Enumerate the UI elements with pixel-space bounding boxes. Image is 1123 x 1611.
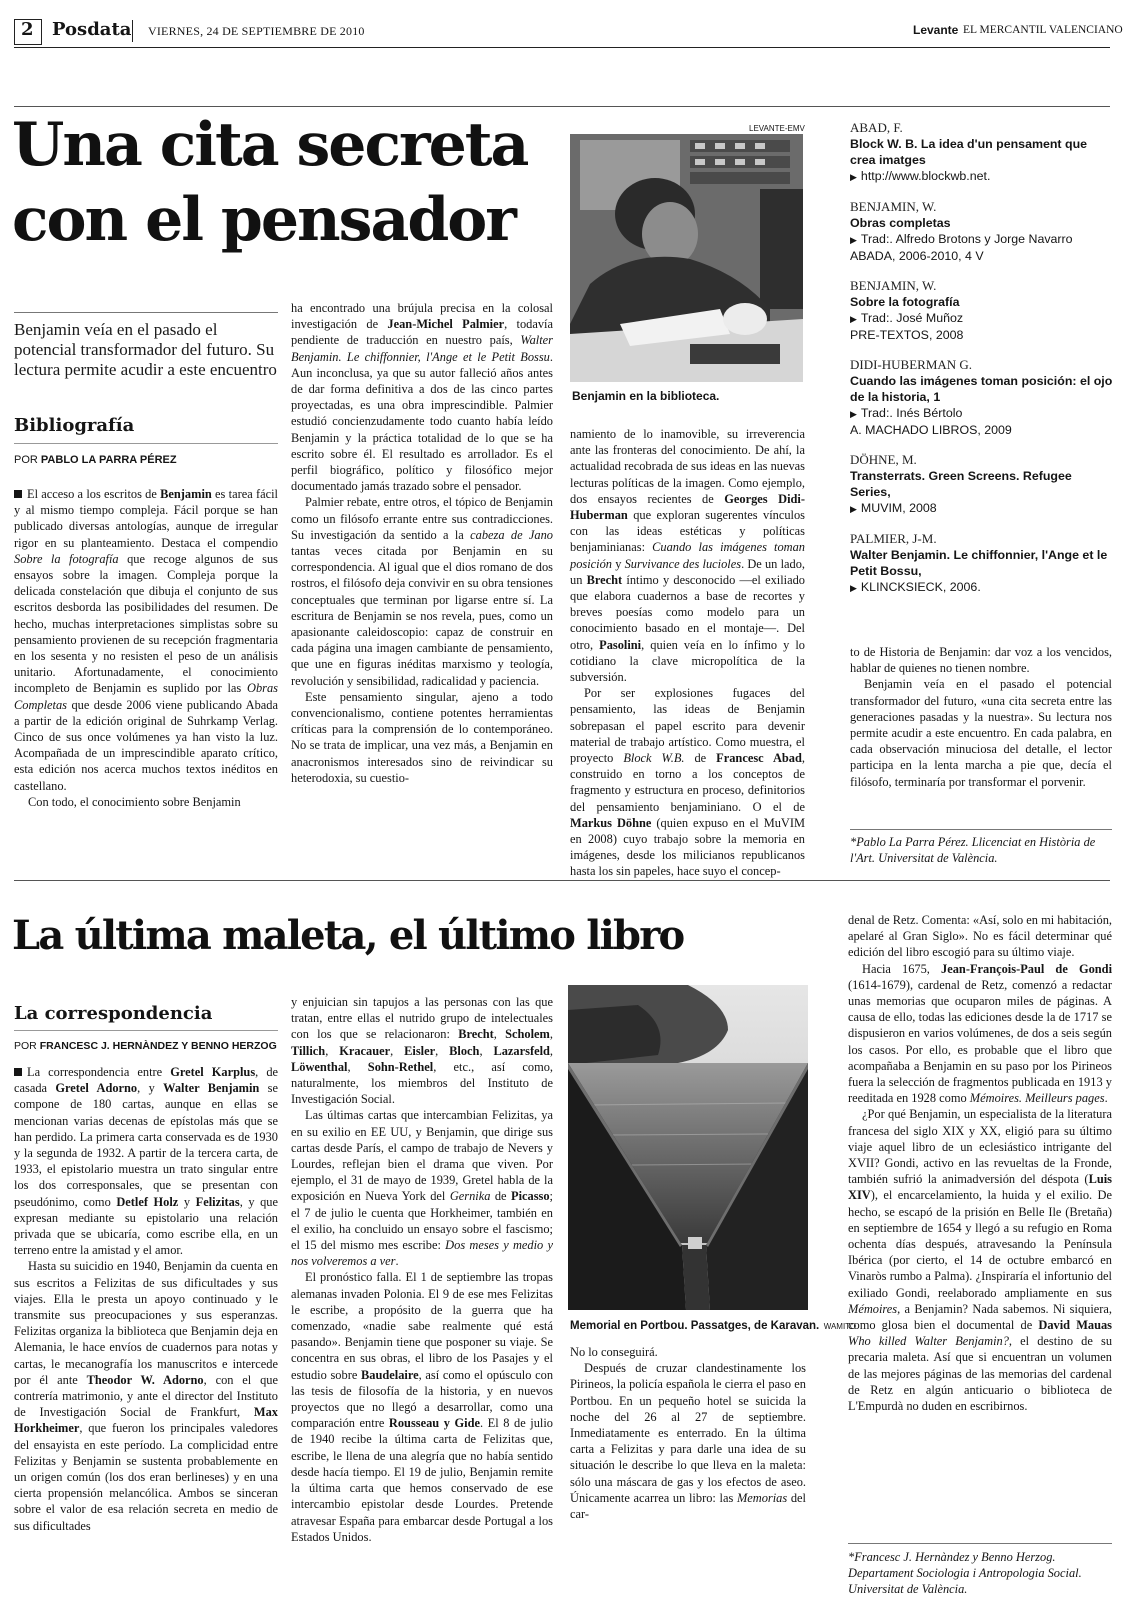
bib-detail: ▶ Trad:. Alfredo Brotons y Jorge Navarro xyxy=(850,231,1115,248)
bib-author: BENJAMIN, W. xyxy=(850,199,937,214)
library-photo-icon xyxy=(570,134,803,382)
bib-detail: ▶ Trad:. Inés Bértolo xyxy=(850,405,1115,422)
footnote-authors: *Francesc J. Hernàndez y Benno Herzog. xyxy=(848,1550,1056,1564)
bib-title: Walter Benjamin. Le chiffonnier, l'Ange et le Petit Bossu, xyxy=(850,548,1108,578)
article2-headline: La última maleta, el último libro xyxy=(12,912,684,959)
bib-title: Block W. B. La idea d'un pensament que crea imatges xyxy=(850,137,1088,167)
bib-detail: ▶ MUVIM, 2008 xyxy=(850,500,1115,517)
bib-entry xyxy=(850,278,1115,343)
bib-publisher: A. MACHADO LIBROS, 2009 xyxy=(850,423,1012,437)
brand-subtitle: EL MERCANTIL VALENCIANO xyxy=(963,24,1123,36)
article1-column-3: namiento de lo inamovible, su irreverencia ante las fronteras del conocimiento. De ahí, la actualidad recobrada de sus ideas en las nuevas lecturas políticas de la imagen. Como ejemplo, dos ensayos recientes de Georges Didi-Huberman que exploran sugerentes vínculos con las ideas estéticas y políticas benjaminianas: Cuando las imágenes toman posición y Survivance des lucioles. De un lado, un Brecht íntimo y desconocido —el exiliado que elabora cuadernos a base de recortes y breves poesías como modelo para un conocimiento basado en el montaje—. Del otro, Pasolini, quien veía en lo ínfimo y lo cotidiano la clave micropolítica de la subversión. Por ser explosiones fugaces del pensamiento, las ideas de Benjamin sobrepasan el papel escrito para devenir material de trabajo artístico. Como muestra, el proyecto Block W.B. de Francesc Abad, construido en torno a los conceptos de fragmento y estructura en proceso, definitorios del pensamiento benjaminiano. O el de Markus Döhne (quien expuso en el MuVIM en 2008) cuyo trabajo sobre la memoria en imágenes, desde los milicianos republicanos hasta los sin papeles, hace suyo el concep- xyxy=(570,427,806,879)
photo2-credit: WAMITO xyxy=(823,1322,857,1331)
article2-column-3: No lo conseguirá. Después de cruzar clandestinamente los Pirineos, la policía española le cierra el paso en Portbou. En un pequeño hotel se suicida la noche del 26 al 27 de septiembre. Inmediatamente es enterrado. En la última carta a Felizitas y para darle una idea de su situación le describe lo que lleva en la maleta: sólo una máscara de gas y los efectos de aseo. Únicamente acarrea un libro: las Memorias del car- xyxy=(570,1345,806,1522)
bib-author: DÖHNE, M. xyxy=(850,452,917,467)
byline-prefix: POR xyxy=(14,454,38,466)
issue-date: VIERNES, 24 DE SEPTIEMBRE DE 2010 xyxy=(148,24,365,38)
bib-publisher: ABADA, 2006-2010, 4 V xyxy=(850,249,984,263)
top-rule xyxy=(14,106,1110,107)
article2-byline xyxy=(14,1040,277,1052)
bib-publisher: PRE-TEXTOS, 2008 xyxy=(850,328,964,342)
bib-author: PALMIER, J-M. xyxy=(850,531,937,546)
byline-author: FRANCESC J. HERNÀNDEZ Y BENNO HERZOG xyxy=(39,1040,277,1052)
bib-title: Sobre la fotografía xyxy=(850,295,960,309)
paragraph-bullet-icon xyxy=(14,1068,22,1076)
footnote2-rule xyxy=(848,1543,1112,1544)
article2-footnote xyxy=(848,1549,1112,1597)
benjamin-library-photo xyxy=(570,134,803,382)
bib-detail: ▶ http://www.blockwb.net. xyxy=(850,168,1115,185)
article1-column-1: El acceso a los escritos de Benjamin es tarea fácil y al mismo tiempo compleja. Fácil porque se han publicado diversas antologías, aunque de irregular rigor en su planteamiento. Destaca el compendio Sobre la fotografía que recoge algunos de sus ensayos sobre la imagen. Compleja porque la delicada constelación que dibuja el conjunto de sus escritos desborda las posibilidades del resumen. De hecho, muchas interpretaciones simplistas sobre su pensamiento provienen de su recepción fragmentaria en los sesenta y no resisten el peso de un análisis unitario. Afortunadamente, el conocimiento incompleto de Benjamin es suplido por las Obras Completas que desde 2006 viene publicando Abada a partir de la edición original de Suhrkamp Verlag. Cinco de sus once volúmenes ya han visto la luz. Acompañada de un imprescindible aparato crítico, esta edición nos acerca muchos textos inéditos en castellano. Con todo, el conocimiento sobre Benjamin xyxy=(14,487,278,809)
bib-author: BENJAMIN, W. xyxy=(850,278,937,293)
portbou-memorial-photo xyxy=(568,985,808,1310)
section-label2-rule xyxy=(14,1030,278,1031)
article1-column-2: ha encontrado una brújula precisa en la colosal investigación de Jean-Michel Palmier, todavía pendiente de traducción en nuestro país, Walter Benjamin. Le chiffonnier, l'Ange et le Petit Bossu. Aun inconclusa, ya que su autor falleció años antes de dar forma definitiva a dos de las cinco partes proyectadas, es una obra imprescindible. Palmier estudió concienzudamente todo cuanto había leído Benjamin y la práctica totalidad de lo que se ha escrito sobre él. El resultado es arrollador. Es el perfil biográfico, político y filosófico mejor documentado jamás trazado sobre el pensador. Palmier rebate, entre otros, el tópico de Benjamin como un filósofo errante entre sus contradicciones. Su investigación da sentido a la cabeza de Jano tantas veces citada por Benjamin en su correspondencia. Al igual que el dios romano de dos rostros, el filósofo deja convivir en su obra tensiones conceptuales que terminan por ligarse entre sí. La escritura de Benjamin se nos revela, pues, como un apasionante caleidoscopio: capaz de construir en cada página una imagen cambiante de pensamiento, que une en figuras inéditas marxismo y teología, revolución y sensibilidad, radicalidad y paciencia. Este pensamiento singular, ajeno a todo convencionalismo, contiene potentes herramientas críticas para la comprensión de lo contemporáneo. No se trata de implicar, una vez más, a Benjamin en anacronismos interesados sino de reivindicar su heterodoxia, su cuestio- xyxy=(291,301,553,785)
bib-author: ABAD, F. xyxy=(850,120,903,135)
page-number: 2 xyxy=(21,19,34,40)
article2-column-4: denal de Retz. Comenta: «Así, solo en mi habitación, apelaré al Gran Siglo». No es fácil determinar qué edición del libro escogió para su último viaje. Hacia 1675, Jean-François-Paul de Gondi (1614-1679), cardenal de Retz, comenzó a redactar unas memorias que ocuparon miles de páginas. A causa de ello, todas las ediciones desde la de 1717 se dispusieron en varios volúmenes, de dos a seis según los casos. Por ello, es probable que el libro que acompañaba a Benjamin en su paso por los Pirineos fuera la selección de fragmentos publicada en 1913 y reeditada en 1928 como Mémoires. Meilleurs pages. ¿Por qué Benjamin, un especialista de la literatura francesa del siglo XIX y XX, eligió para su último viaje aquel libro de un eclesiástico intrigante del XVII? Gondi, activo en las revueltas de la Fronde, también sufrió la animadversión del déspota (Luis XIV), el encarcelamiento, la huida y el exilio. De hecho, se escapó de la prisión en Belle Ile (Bretaña) en septiembre de 1654 y llegó a su refugio en Roma ochenta días después, atravesando la Península Ibérica (por cierto, el 14 de octubre embarcó en Vinaròs rumbo a Palma). ¿Inspiraría el infortunio del exiliado Gondi, reelaborado ampliamente en sus Mémoires, a Benjamin? Nada sabemos. Ni siquiera, como glosa bien el documental de David Mauas Who killed Walter Benjamin?, el destino de su precaria maleta. Así que si encuentran un volumen de las mejores páginas de las memorias del cardenal de Retz en algún anticuario o biblioteca de L'Empurdà no duden en escribirnos. xyxy=(848,913,1113,1414)
page-header xyxy=(0,0,1123,50)
bibliography-list xyxy=(850,108,1115,596)
article1-byline xyxy=(14,454,177,466)
article1-headline-line1: Una cita secreta xyxy=(12,110,528,180)
photo2-caption: Memorial en Portbou. Passatges, de Karavan. xyxy=(570,1320,820,1332)
bib-author: DIDI-HUBERMAN G. xyxy=(850,357,973,372)
bib-entry xyxy=(850,531,1115,596)
article2-column-1: La correspondencia entre Gretel Karplus, de casada Gretel Adorno, y Walter Benjamin se compone de 180 cartas, aunque en ellas se mencionan varias decenas de epístolas más que se han perdido. La primera carta conservada es de 1930 y la segunda de 1932. A partir de la tercera carta, de 1933, el epistolario muestra un trato singular entre los dos corresponsales, que se presentan con pseudónimo, como Detlef Holz y Felizitas, y que expresan mediante su epistolario una relación privada que se ubicaría, como escribe ella, en un terreno entre la amistad y el amor. Hasta su suicidio en 1940, Benjamin da cuenta en sus escritos a Felizitas de sus dificultades y sus viajes. Ella le presta un apoyo continuado y le transmite sus preocupaciones y sus esperanzas. Felizitas organiza la biblioteca que Benjamin deja en Alemania, le hace envíos de cuadernos para notas y cartas, le mecanografía los manuscritos e intercede por él ante Theodor W. Adorno, con el que contrería matrimonio, y ante el director del Instituto de Investigación Social de Frankfurt, Max Horkheimer, que fueron los principales valedores del ensayista en este período. La complicidad entre Felizitas y Benjamin se sustenta probablemente en un origen común (los dos eran berlineses) y en una cierta propensión melancólica. Ambos se sinceran sobre el valor de esa relación secreta en medio de sus dificultades xyxy=(14,1065,279,1533)
article1-column-4: to de Historia de Benjamin: dar voz a los vencidos, hablar de quienes no tienen nombre. Benjamin veía en el pasado el potencial transformador del futuro, «una cita secreta entre las generaciones pasadas y la nuestra». Su lectura nos permite acudir a este encuentro. En cada palabra, en cada observación minuciosa del detalle, el lector participa en la lenta marcha a pie que, decía el filósofo, terminaría por transformar el porvenir. xyxy=(850,645,1112,789)
footnote-department: Departament Sociologia i Antropologia Social. xyxy=(848,1566,1082,1580)
bib-detail: ▶ Trad:. José Muñoz xyxy=(850,310,1115,327)
section-label-rule xyxy=(14,443,278,444)
article1-footnote: *Pablo La Parra Pérez. Llicenciat en Història de l'Art. Universitat de València. xyxy=(850,835,1096,865)
photo1-credit: LEVANTE-EMV xyxy=(749,124,805,133)
header-rule xyxy=(14,47,1110,48)
bib-entry xyxy=(850,452,1115,517)
article-separator-rule xyxy=(14,880,1110,881)
paragraph-bullet-icon xyxy=(14,490,22,498)
photo1-caption: Benjamin en la biblioteca. xyxy=(572,389,720,403)
bib-entry xyxy=(850,357,1115,438)
header-divider xyxy=(132,20,133,42)
bib-detail: ▶ KLINCKSIECK, 2006. xyxy=(850,579,1115,596)
footnote1-rule xyxy=(850,829,1112,830)
bib-entry xyxy=(850,199,1115,264)
footnote-university: Universitat de València. xyxy=(848,1582,968,1596)
bib-title: Transterrats. Green Screens. Refugee Series, xyxy=(850,469,1072,499)
byline-prefix: POR xyxy=(14,1040,37,1052)
byline-author: PABLO LA PARRA PÉREZ xyxy=(40,454,177,466)
lede-rule xyxy=(14,312,278,313)
bib-entry xyxy=(850,120,1115,185)
photo2-caption-line xyxy=(570,1316,856,1334)
memorial-photo-icon xyxy=(568,985,808,1310)
section-name: Posdata xyxy=(52,19,132,40)
article1-headline-line2: con el pensador xyxy=(12,185,515,255)
article2-section-label: La correspondencia xyxy=(14,1003,213,1024)
bib-title: Cuando las imágenes toman posición: el ojo de la historia, 1 xyxy=(850,374,1113,404)
article1-lede: Benjamin veía en el pasado el potencial transformador del futuro. Su lectura permite acudir a este encuentro xyxy=(14,320,277,379)
article2-column-2: y enjuician sin tapujos a las personas con las que tratan, entre ellas el nutrido grupo de intelectuales con los que se relacionaron: Brecht, Scholem, Tillich, Kracauer, Eisler, Bloch, Lazarsfeld, Löwenthal, Sohn-Rethel, etc., así como, naturalmente, los miembros del Instituto de Investigación Social. Las últimas cartas que intercambian Felizitas, ya en su exilio en EE UU, y Benjamin, que dirige sus cartas desde París, el campo de trabajo de Nevers y Lourdes, reflejan bien el drama que viven. Por ejemplo, el 31 de mayo de 1939, Gretel habla de la exposición en Nueva York del Gernika de Picasso; el 7 de julio le cuenta que Horkheimer, también en el exilio, ha concluido un ensayo sobre el fascismo; el 15 del mismo mes escribe: Dos meses y medio y nos volveremos a ver. El pronóstico falla. El 1 de septiembre las tropas alemanas invaden Polonia. El 9 de ese mes Felizitas le escribe, a propósito de la guerra que ha comenzado, «nadie sabe realmente qué está pasando». Benjamin tiene que posponer su viaje. Se concentra en sus obras, el libro de los Pasajes y el estudio sobre Baudelaire, así como el opúsculo con las tesis de filosofía de la historia, y en nuevos proyectos que no llegó a desarrollar, como una comparación entre Rousseau y Gide. El 8 de julio de 1940 recibe la última carta de Felizitas que, escribe, le llena de una alegría que no había sentido desde hacía tiempo. El 19 de julio, Benjamin remite la última carta que hemos conservado de ese intercambio epistolar desde Lourdes. Pretende atravesar España para embarcar desde Portugal a los Estados Unidos. xyxy=(291,995,554,1544)
brand-name: Levante xyxy=(913,23,959,37)
article1-section-label: Bibliografía xyxy=(14,415,135,436)
bib-title: Obras completas xyxy=(850,216,951,230)
